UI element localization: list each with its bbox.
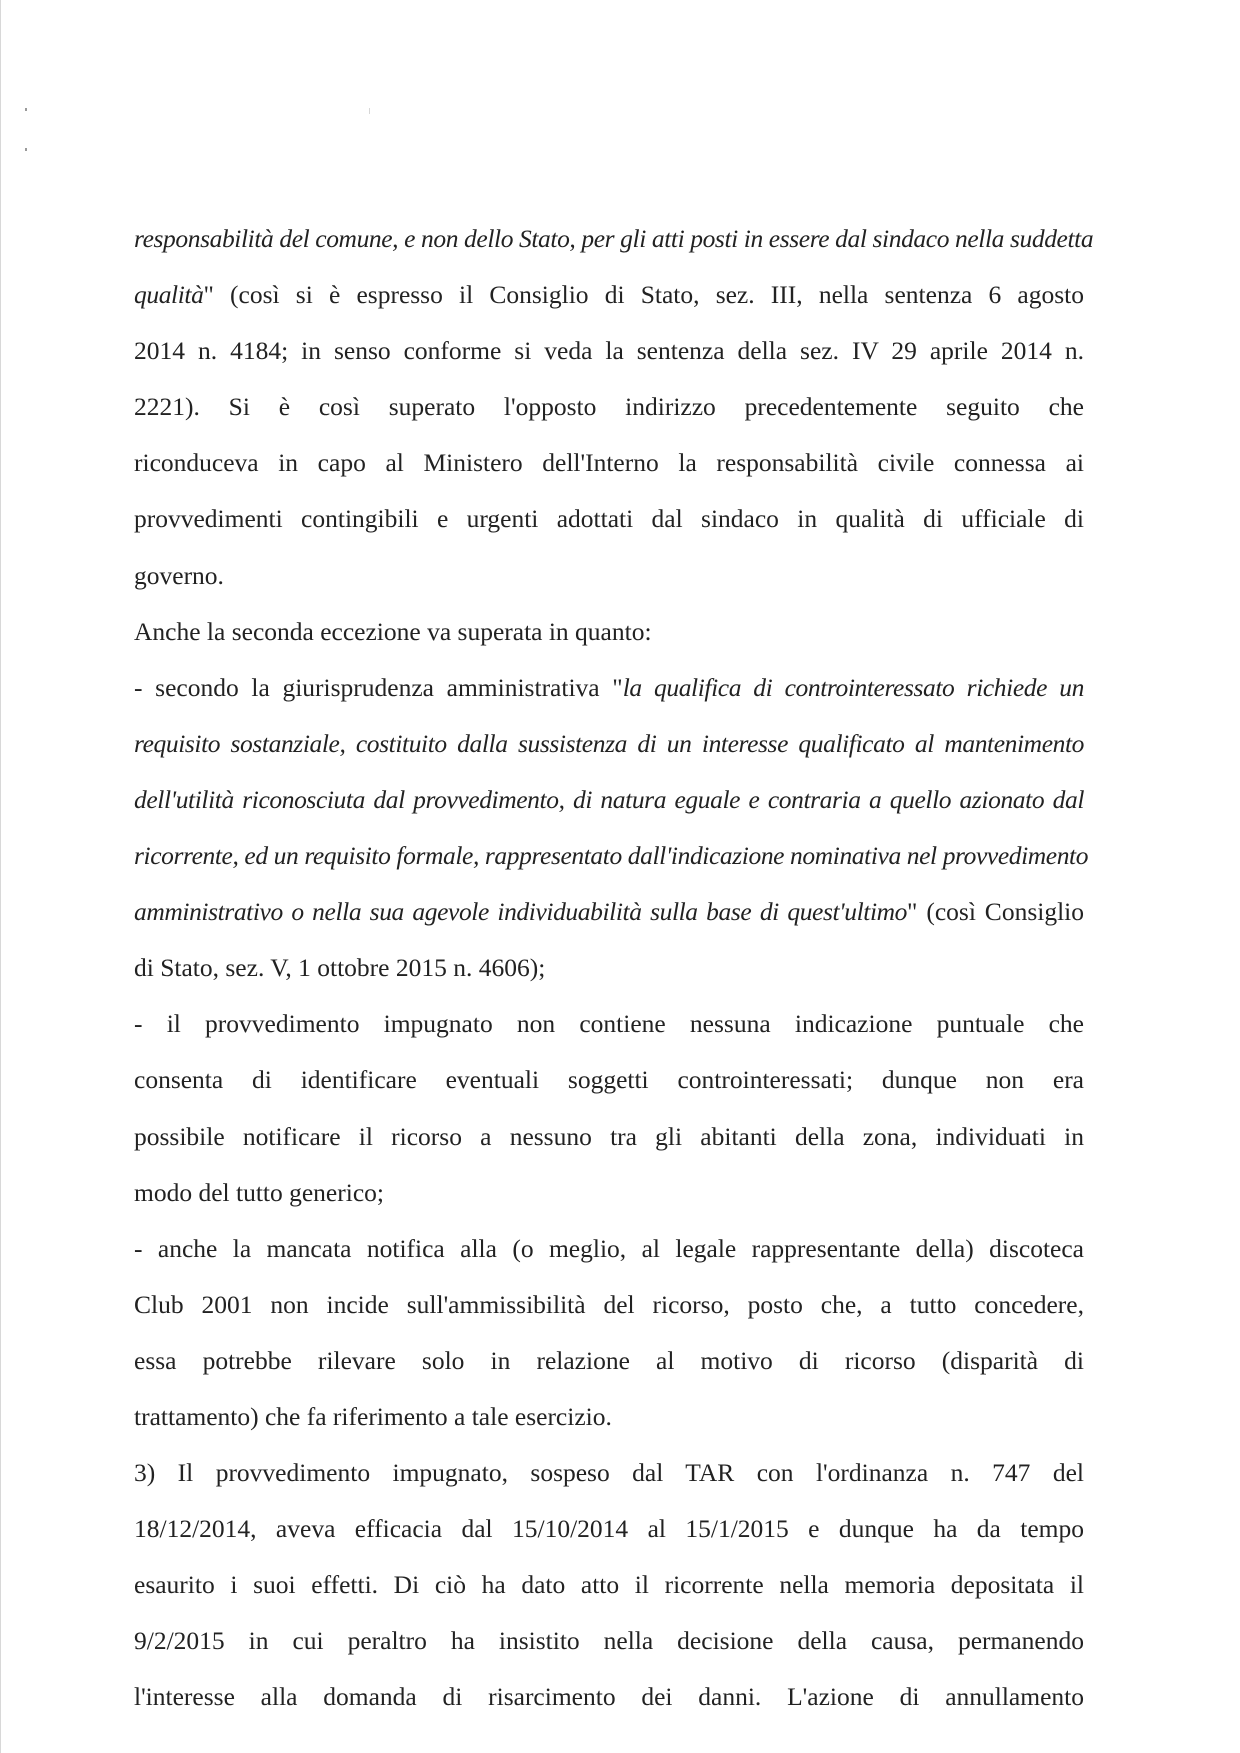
text-segment: - il provvedimento impugnato non contiene nessuna indicazione puntuale che [134,1009,1084,1039]
text-segment: " (così Consiglio [907,897,1084,927]
scan-artifact [25,108,27,111]
text-line [134,772,1084,828]
text-segment: 3) Il provvedimento impugnato, sospeso dal TAR con l'ordinanza n. 747 del [134,1458,1084,1488]
text-segment: 2221). Si è così superato l'opposto indirizzo precedentemente seguito che [134,392,1084,422]
italic-quote-segment: ricorrente, ed un requisito formale, rappresentato dall'indicazione nominativa nel provvedimento [134,841,1089,871]
scan-artifact [369,108,370,114]
text-line [134,1221,1084,1277]
text-segment: 9/2/2015 in cui peraltro ha insistito nella decisione della causa, permanendo [134,1626,1084,1656]
text-line [134,940,1084,996]
text-line [134,1333,1084,1389]
text-segment: trattamento) che fa riferimento a tale esercizio. [134,1401,612,1431]
text-line [134,884,1084,940]
text-line [134,267,1084,323]
text-segment: possibile notificare il ricorso a nessuno tra gli abitanti della zona, individuati in [134,1121,1084,1151]
text-line [134,660,1084,716]
text-line [134,1277,1084,1333]
text-segment: Club 2001 non incide sull'ammissibilità del ricorso, posto che, a tutto concedere, [134,1289,1084,1319]
italic-quote-segment: dell'utilità riconosciuta dal provvedimento, di natura eguale e contraria a quello azionato dal [134,784,1084,814]
text-segment: 18/12/2014, aveva efficacia dal 15/10/2014 al 15/1/2015 e dunque ha da tempo [134,1514,1084,1544]
text-line [134,323,1084,379]
text-segment: essa potrebbe rilevare solo in relazione al motivo di ricorso (disparità di [134,1345,1084,1375]
text-line [134,1557,1084,1613]
text-segment: 2014 n. 4184; in senso conforme si veda la sentenza della sez. IV 29 aprile 2014 n. [134,336,1084,366]
italic-quote-segment: qualità [134,280,204,310]
text-line [134,1613,1084,1669]
text-segment: governo. [134,560,224,590]
text-segment: esaurito i suoi effetti. Di ciò ha dato atto il ricorrente nella memoria depositata il [134,1570,1084,1600]
text-line [134,491,1084,547]
text-line [134,1445,1084,1501]
text-segment: l'interesse alla domanda di risarcimento dei danni. L'azione di annullamento [134,1682,1084,1712]
text-line [134,211,1094,267]
text-segment: provvedimenti contingibili e urgenti adottati dal sindaco in qualità di ufficiale di [134,504,1084,534]
text-segment: - secondo la giurisprudenza amministrativa " [134,672,623,702]
text-segment: consenta di identificare eventuali soggetti controinteressati; dunque non era [134,1065,1084,1095]
text-line [134,604,1084,660]
italic-quote-segment: responsabilità del comune, e non dello Stato, per gli atti posti in essere dal sindaco nella suddetta [134,224,1094,253]
text-line [134,1052,1084,1108]
text-line [134,1109,1084,1165]
scan-artifact [25,148,27,151]
text-segment: di Stato, sez. V, 1 ottobre 2015 n. 4606); [134,953,546,983]
text-line [134,716,1084,772]
text-segment: riconduceva in capo al Ministero dell'Interno la responsabilità civile connessa ai [134,448,1084,478]
italic-quote-segment: amministrativo o nella sua agevole individuabilità sulla base di quest'ultimo [134,897,908,927]
text-line [134,996,1084,1052]
italic-quote-segment: requisito sostanziale, costituito dalla sussistenza di un interesse qualificato al mantenimento [134,728,1084,758]
text-segment: modo del tutto generico; [134,1177,384,1207]
text-line [134,1501,1084,1557]
text-segment: " (così si è espresso il Consiglio di Stato, sez. III, nella sentenza 6 agosto [203,280,1084,310]
document-body-text [134,211,1094,1726]
text-segment: Anche la seconda eccezione va superata in quanto: [134,616,652,646]
text-line [134,1389,1084,1445]
italic-quote-segment: la qualifica di controinteressato richiede un [622,672,1084,702]
text-line [134,435,1084,491]
text-line [134,1165,1084,1221]
text-line [134,1669,1084,1725]
text-segment: - anche la mancata notifica alla (o meglio, al legale rappresentante della) discoteca [134,1233,1084,1263]
text-line [134,548,1084,604]
text-line [134,379,1084,435]
text-line [134,828,1089,884]
